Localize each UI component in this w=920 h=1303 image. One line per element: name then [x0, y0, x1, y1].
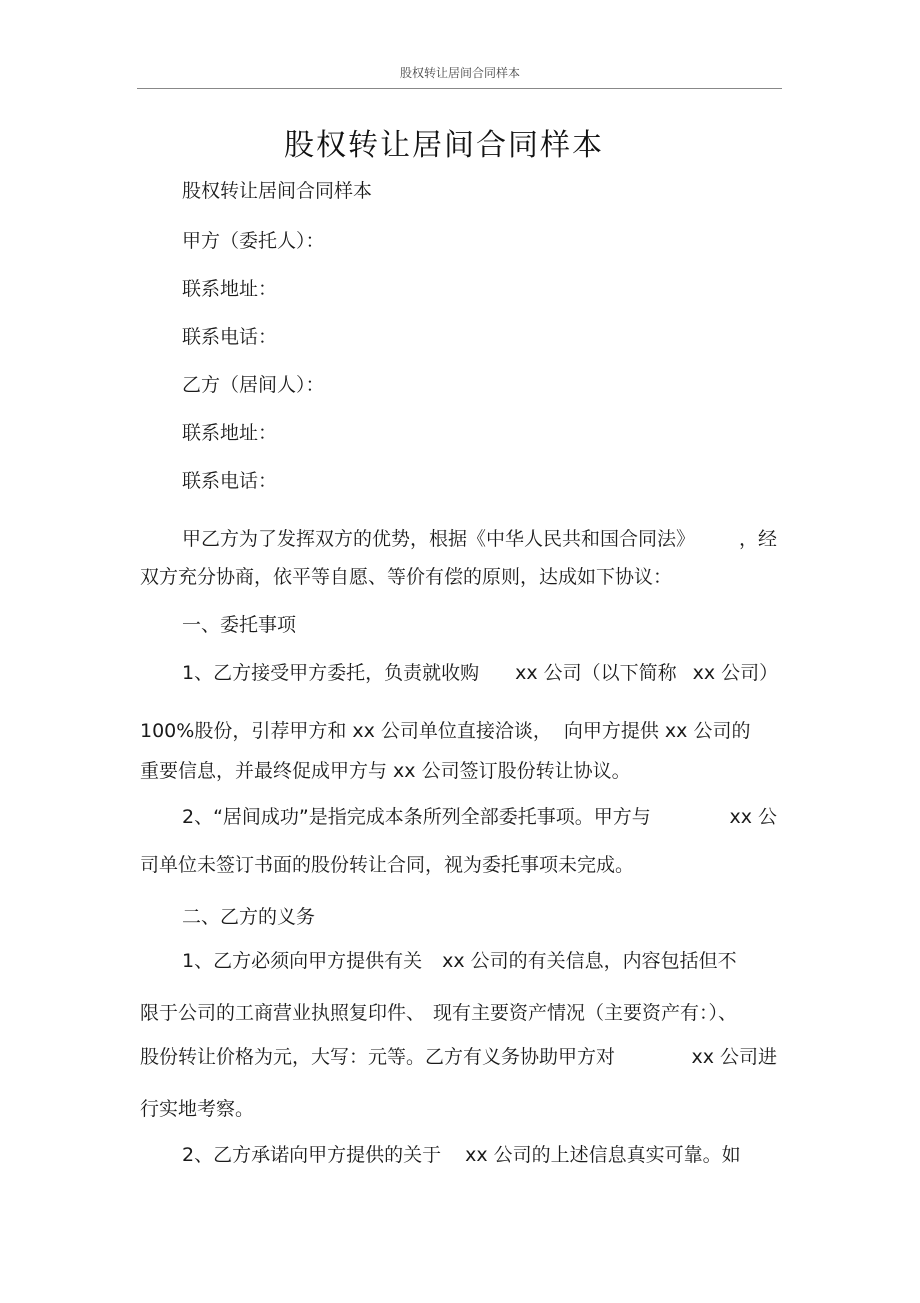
s2-item1-line3-a: 股份转让价格为元，大写：元等。乙方有义务协助甲方对: [140, 1046, 616, 1068]
running-header: 股权转让居间合同样本: [399, 66, 520, 80]
s2-item1-line-1: [182, 946, 737, 973]
s1-item1-line-3: 重要信息，并最终促成甲方与 xx 公司签订股份转让协议。: [140, 760, 631, 782]
s2-item1-text-b: xx 公司的有关信息，内容包括但不: [442, 950, 737, 972]
s2-item2-text-b: xx 公司的上述信息真实可靠。如: [465, 1144, 741, 1166]
party-a-label: 甲方（委托人）：: [182, 230, 325, 252]
header-divider: [137, 88, 782, 89]
intro-paragraph-line-2: 双方充分协商，依平等自愿、等价有偿的原则，达成如下协议：: [140, 566, 673, 588]
s2-item1-line-2: [140, 998, 737, 1025]
party-b-address: 联系地址：: [182, 422, 278, 444]
document-subtitle: 股权转让居间合同样本: [182, 180, 373, 202]
party-a-phone: 联系电话：: [182, 326, 278, 348]
s1-item1-line2-a: 100%股份，引荐甲方和 xx 公司单位直接洽谈，: [140, 720, 552, 742]
s1-item2-text-a: 2、“居间成功”是指完成本条所列全部委托事项。甲方与: [182, 806, 651, 828]
s1-item2-line-1: [182, 802, 777, 829]
s2-item1-line2-b: 现有主要资产情况（主要资产有：）、: [433, 1002, 738, 1024]
s2-item1-line-4: 行实地考察。: [140, 1098, 255, 1120]
s1-item1-text-a: 1、乙方接受甲方委托，负责就收购: [182, 662, 480, 684]
s2-item2-text-a: 2、乙方承诺向甲方提供的关于: [182, 1144, 442, 1166]
s1-item1-text-b: xx 公司（以下简称: [515, 662, 677, 684]
s1-item2-line-2: 司单位未签订书面的股份转让合同，视为委托事项未完成。: [140, 854, 635, 876]
s2-item1-line2-a: 限于公司的工商营业执照复印件、: [140, 1002, 426, 1024]
s1-item1-text-c: xx 公司）: [692, 662, 779, 684]
s2-item2-line-1: [182, 1140, 741, 1167]
s1-item1-line-2: [140, 716, 750, 743]
intro-paragraph-line-1: [182, 524, 777, 551]
intro-text-b: ，经: [738, 528, 777, 550]
s1-item1-line-1: [182, 658, 778, 685]
party-a-address: 联系地址：: [182, 278, 278, 300]
party-b-label: 乙方（居间人）：: [182, 374, 325, 396]
s1-item1-line2-b: 向甲方提供 xx 公司的: [563, 720, 751, 742]
s2-item1-line3-b: xx 公司进: [691, 1046, 777, 1068]
s2-item1-text-a: 1、乙方必须向甲方提供有关: [182, 950, 423, 972]
section-2-heading: 二、乙方的义务: [182, 906, 316, 928]
s1-item2-text-b: xx 公: [729, 806, 777, 828]
intro-text-a: 甲乙方为了发挥双方的优势，根据《中华人民共和国合同法》: [182, 528, 696, 550]
section-1-heading: 一、委托事项: [182, 614, 297, 636]
party-b-phone: 联系电话：: [182, 470, 278, 492]
document-title: 股权转让居间合同样本: [284, 128, 604, 163]
s2-item1-line-3: [140, 1042, 777, 1069]
